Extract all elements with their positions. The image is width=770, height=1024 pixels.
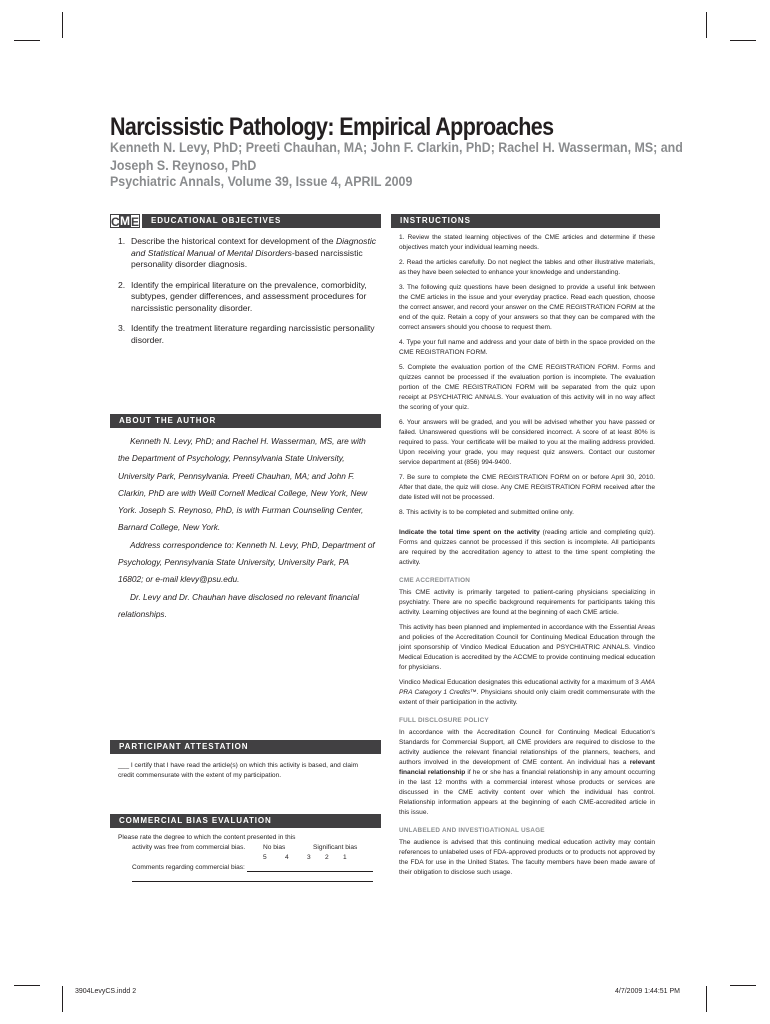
cme-logo-c: C: [111, 215, 120, 229]
scale-option[interactable]: 3: [307, 854, 311, 861]
attestation-text: ___ I certify that I have read the article(s) on which this activity is based, and claim credit commensurate with the extent of my participation.: [118, 762, 359, 779]
bias-scale: [118, 853, 373, 863]
bias-evaluation: [118, 833, 373, 882]
about-heading: ABOUT THE AUTHOR: [110, 414, 381, 428]
item-text: Identify the treatment literature regarding narcissistic personality disorder.: [131, 323, 375, 345]
comments-label: Comments regarding commercial bias:: [132, 864, 245, 871]
about-author-text: [118, 433, 376, 623]
objectives-list: [118, 236, 380, 355]
item-text-b: -based narcissistic personality disorder diagnosis.: [131, 247, 363, 269]
time-spent-rest: (reading article and completing quiz). Forms and quizzes cannot be processed if this section is incomplete. All participants are required by the accreditation agency to attest to the time spent completing the activity.: [399, 529, 655, 566]
cme-logo: [110, 214, 140, 228]
crop-mark: [62, 12, 63, 38]
about-paragraph: Kenneth N. Levy, PhD; and Rachel H. Wasserman, MS, are with the Department of Psychology, Pennsylvania State University, University Park, Pennsylvania. Preeti Chauhan, MA; and John F. Clarkin, PhD are with Weill Cornell Medical College, New York, New York. Joseph S. Reynoso, PhD, is with Furman Counseling Center, Barnard College, New York.: [118, 436, 368, 533]
item-number: 1.: [118, 236, 126, 246]
unlabeled-heading: UNLABELED AND INVESTIGATIONAL USAGE: [399, 827, 545, 834]
instruction-item: 8. This activity is to be completed and submitted online only.: [399, 509, 574, 516]
crop-mark: [706, 12, 707, 38]
comments-field-line[interactable]: [132, 873, 373, 882]
credit-text-b: . Physicians should only claim credit commensurate with the extent of their participation in the activity.: [399, 689, 655, 706]
crop-mark: [62, 986, 63, 1012]
item-text: Identify the empirical literature on the prevalence, comorbidity, subtypes, gender differences, and assessment procedures for narcissistic personality disorder.: [131, 279, 367, 313]
unlabeled-paragraph: The audience is advised that this continuing medical education activity may contain references to unlabeled uses of FDA-approved products or to products not approved by the FDA for use in the United States. The faculty members have been made aware of their obligation to disclose such usage.: [399, 839, 655, 876]
credit-text-em: AMA PRA Category 1 Credits™: [399, 679, 655, 696]
item-text-em: Diagnostic and Statistical Manual of Mental Disorders: [131, 236, 377, 258]
instructions-heading: INSTRUCTIONS: [391, 214, 660, 228]
cme-logo-e: E: [131, 215, 140, 229]
attestation-heading: PARTICIPANT ATTESTATION: [110, 740, 381, 754]
bias-scale-labels: [118, 843, 373, 853]
bias-prompt: Please rate the degree to which the content presented in this: [118, 834, 296, 841]
item-text-a: Describe the historical context for development of the: [131, 236, 336, 246]
item-text: [131, 236, 380, 271]
instruction-item: 1. Review the stated learning objectives of the CME articles and determine if these objectives match your individual learning needs.: [399, 234, 655, 251]
item-number: 2.: [118, 279, 126, 290]
footer-filename: 3904LevyCS.indd 2: [75, 988, 137, 995]
about-paragraph: Dr. Levy and Dr. Chauhan have disclosed no relevant financial relationships.: [118, 591, 360, 619]
comments-row: [118, 863, 373, 873]
cme-logo-m: M: [120, 214, 130, 228]
instruction-item: 3. The following quiz questions have been designed to provide a useful link between the CME articles in the issue and your everyday practice. Read each question, choose the correct answer, and record your answer on the CME REGISTRATION FORM at the end of the quiz. Retain a copy of your answers so that they can be compared with the correct answers should you choose to request them.: [399, 284, 655, 331]
list-item: [118, 280, 380, 315]
footer-timestamp: 4/7/2009 1:44:51 PM: [615, 988, 680, 995]
scale-option[interactable]: 5: [263, 854, 267, 861]
disclosure-paragraph: [399, 728, 655, 818]
crop-mark: [706, 986, 707, 1012]
significant-bias-label: Significant bias: [313, 844, 358, 851]
item-number: 3.: [118, 323, 126, 333]
comments-field[interactable]: [247, 863, 373, 872]
disclosure-text-a: In accordance with the Accreditation Council for Continuing Medical Education's Standards for Commercial Support, all CME providers are required to disclose to the activity audience the relevant financial relationships of the planners, teachers, and authors involved in the development of CME content. An individual has a: [399, 729, 655, 766]
about-paragraph: Address correspondence to: Kenneth N. Levy, PhD, Department of Psychology, Pennsylvania State University, University Park, PA 16802; or e-mail klevy@psu.edu.: [118, 539, 375, 585]
credit-text-a: Vindico Medical Education designates this educational activity for a maximum of 3: [399, 679, 641, 686]
list-item: [118, 236, 380, 271]
instructions-column: [399, 233, 655, 883]
crop-mark: [14, 40, 40, 41]
instruction-item: 2. Read the articles carefully. Do not neglect the tables and other illustrative materials, as they have been selected to enhance your knowledge and understanding.: [399, 259, 655, 276]
scale-option[interactable]: 1: [343, 854, 347, 861]
bias-heading: COMMERCIAL BIAS EVALUATION: [110, 814, 381, 828]
accreditation-paragraph: This activity has been planned and implemented in accordance with the Essential Areas and policies of the Accreditation Council for Continuing Medical Education through the joint sponsorship of Vindico Medical Education and PSYCHIATRIC ANNALS. Vindico Medical Education is accredited by the ACCME to provide continuing medical education for physicians.: [399, 624, 655, 671]
article-title: Narcissistic Pathology: Empirical Approaches: [110, 113, 554, 141]
instruction-item: 5. Complete the evaluation portion of the CME REGISTRATION FORM. Forms and quizzes cannot be processed if the evaluation portion is incomplete. The evaluation portion of the CME REGISTRATION FORM will be separated from the quiz upon receipt at PSYCHIATRIC ANNALS. Your evaluation of this activity will in no way affect the scoring of your quiz.: [399, 364, 655, 411]
instruction-item: 4. Type your full name and address and your date of birth in the space provided on the CME REGISTRATION FORM.: [399, 339, 655, 356]
journal-citation: Psychiatric Annals, Volume 39, Issue 4, APRIL 2009: [110, 174, 413, 189]
crop-mark: [14, 985, 40, 986]
instruction-item: 6. Your answers will be graded, and you will be advised whether you have passed or failed. Unanswered questions will be considered incorrect. A score of at least 80% is required to pass. Your certificate will be mailed to you at the mailing address provided. Upon receiving your grade, you may request quiz answers. Contact our customer service department at (856) 994-9400.: [399, 419, 655, 466]
accreditation-paragraph: [399, 678, 655, 708]
accreditation-paragraph: This CME activity is primarily targeted to patient-caring physicians specializing in psychiatry. There are no specific background requirements for participants taking this activity. Learning objectives are found at the beginning of each CME article.: [399, 589, 655, 616]
bias-prompt-2: activity was free from commercial bias.: [132, 844, 246, 851]
scale-option[interactable]: 4: [285, 854, 289, 861]
accreditation-heading: CME ACCREDITATION: [399, 577, 471, 584]
objectives-heading: EDUCATIONAL OBJECTIVES: [142, 214, 381, 228]
time-spent-bold: Indicate the total time spent on the activity: [399, 529, 540, 536]
crop-mark: [730, 40, 756, 41]
time-spent-note: [399, 528, 655, 568]
disclosure-text-bold: relevant financial relationship: [399, 759, 655, 776]
disclosure-heading: FULL DISCLOSURE POLICY: [399, 717, 489, 724]
scale-option[interactable]: 2: [325, 854, 329, 861]
author-list: Kenneth N. Levy, PhD; Preeti Chauhan, MA; John F. Clarkin, PhD; Rachel H. Wasserman, MS; and Joseph S. Reynoso, PhD: [110, 140, 683, 173]
instruction-item: 7. Be sure to complete the CME REGISTRATION FORM on or before April 30, 2010. After that date, the quiz will close. Any CME REGISTRATION FORM received after the date listed will not be processed.: [399, 474, 655, 501]
disclosure-text-b: if he or she has a financial relationship in any amount occurring in the last 12 months with a commercial interest whose products or services are discussed in the CME activity content over which the individual has control. Relationship information appears at the beginning of each CME-accredited article in this issue.: [399, 769, 655, 816]
no-bias-label: No bias: [263, 844, 286, 851]
crop-mark: [730, 985, 756, 986]
list-item: [118, 323, 380, 346]
